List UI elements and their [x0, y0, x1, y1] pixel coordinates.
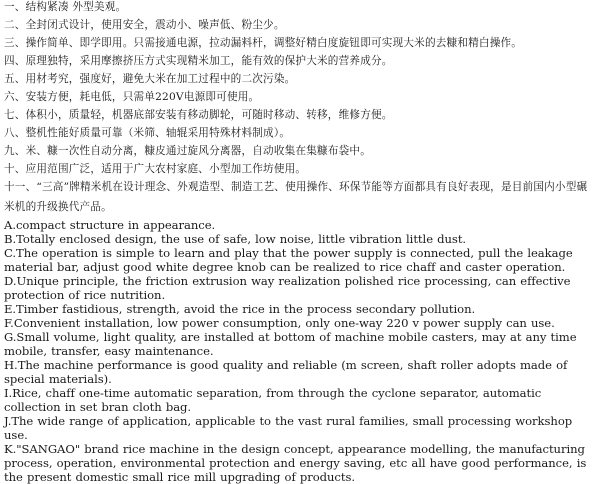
zh-feature-9: 九、米、糠一次性自动分离，糠皮通过旋风分离器，自动收集在集糠布袋中。	[4, 145, 371, 157]
en-feature-d: D.Unique principle, the friction extrusion way realization polished rice processing, can effective protection of rice nutrition.	[4, 274, 571, 302]
en-feature-c: C.The operation is simple to learn and play that the power supply is connected, pull the leakage material bar, adjust good white degree knob can be realized to rice chaff and caster operation.	[4, 246, 573, 274]
zh-feature-3: 三、操作简单、即学即用。只需接通电源，拉动漏料杆，调整好精白度旋钮即可实现大米的去糠和精白操作。	[4, 37, 523, 49]
en-feature-h: H.The machine performance is good quality and reliable (m screen, shaft roller adopts made of special materials).	[4, 358, 568, 386]
zh-feature-10: 十、应用范围广泛，适用于广大农村家庭、小型加工作坊使用。	[4, 163, 307, 175]
en-feature-a: A.compact structure in appearance.	[4, 218, 216, 232]
zh-feature-11: 十一、“三高”牌精米机在设计理念、外观造型、制造工艺、使用操作、环保节能等方面都具有良好表现，是目前国内小型碾米机的升级换代产品。	[4, 181, 588, 213]
en-feature-g: G.Small volume, light quality, are installed at bottom of machine mobile casters, may at any time mobile, transfer, easy maintenance.	[4, 330, 577, 358]
zh-feature-7: 七、体积小，质量轻，机器底部安装有移动脚轮，可随时移动、转移，维修方便。	[4, 109, 393, 121]
en-feature-i: I.Rice, chaff one-time automatic separation, from through the cyclone separator, automatic collection in set bran cloth bag.	[4, 386, 542, 414]
zh-feature-5: 五、用材考究，强度好，避免大米在加工过程中的二次污染。	[4, 73, 296, 85]
en-feature-j: J.The wide range of application, applicable to the vast rural families, small processing workshop use.	[4, 414, 573, 442]
zh-feature-1: 一、结构紧凑 外型美观。	[4, 1, 127, 13]
en-feature-b: B.Totally enclosed design, the use of safe, low noise, little vibration little dust.	[4, 232, 467, 246]
en-feature-f: F.Convenient installation, low power consumption, only one-way 220 v power supply can use.	[4, 316, 555, 330]
zh-feature-2: 二、全封闭式设计，使用安全，震动小、噪声低、粉尘少。	[4, 19, 285, 31]
zh-feature-6: 六、安装方便，耗电低，只需单220V电源即可使用。	[4, 91, 260, 103]
zh-feature-8: 八、整机性能好质量可靠（米筛、轴辊采用特殊材料制成）。	[4, 127, 291, 139]
en-feature-e: E.Timber fastidious, strength, avoid the rice in the process secondary pollution.	[4, 302, 476, 316]
en-feature-k: K."SANGAO" brand rice machine in the design concept, appearance modelling, the manufacturing process, operation, environmental protection and energy saving, etc all have good performance, is the present domestic small rice mill upgrading of products.	[4, 442, 587, 484]
zh-feature-4: 四、原理独特，采用摩擦挤压方式实现精米加工，能有效的保护大米的营养成分。	[4, 55, 393, 67]
